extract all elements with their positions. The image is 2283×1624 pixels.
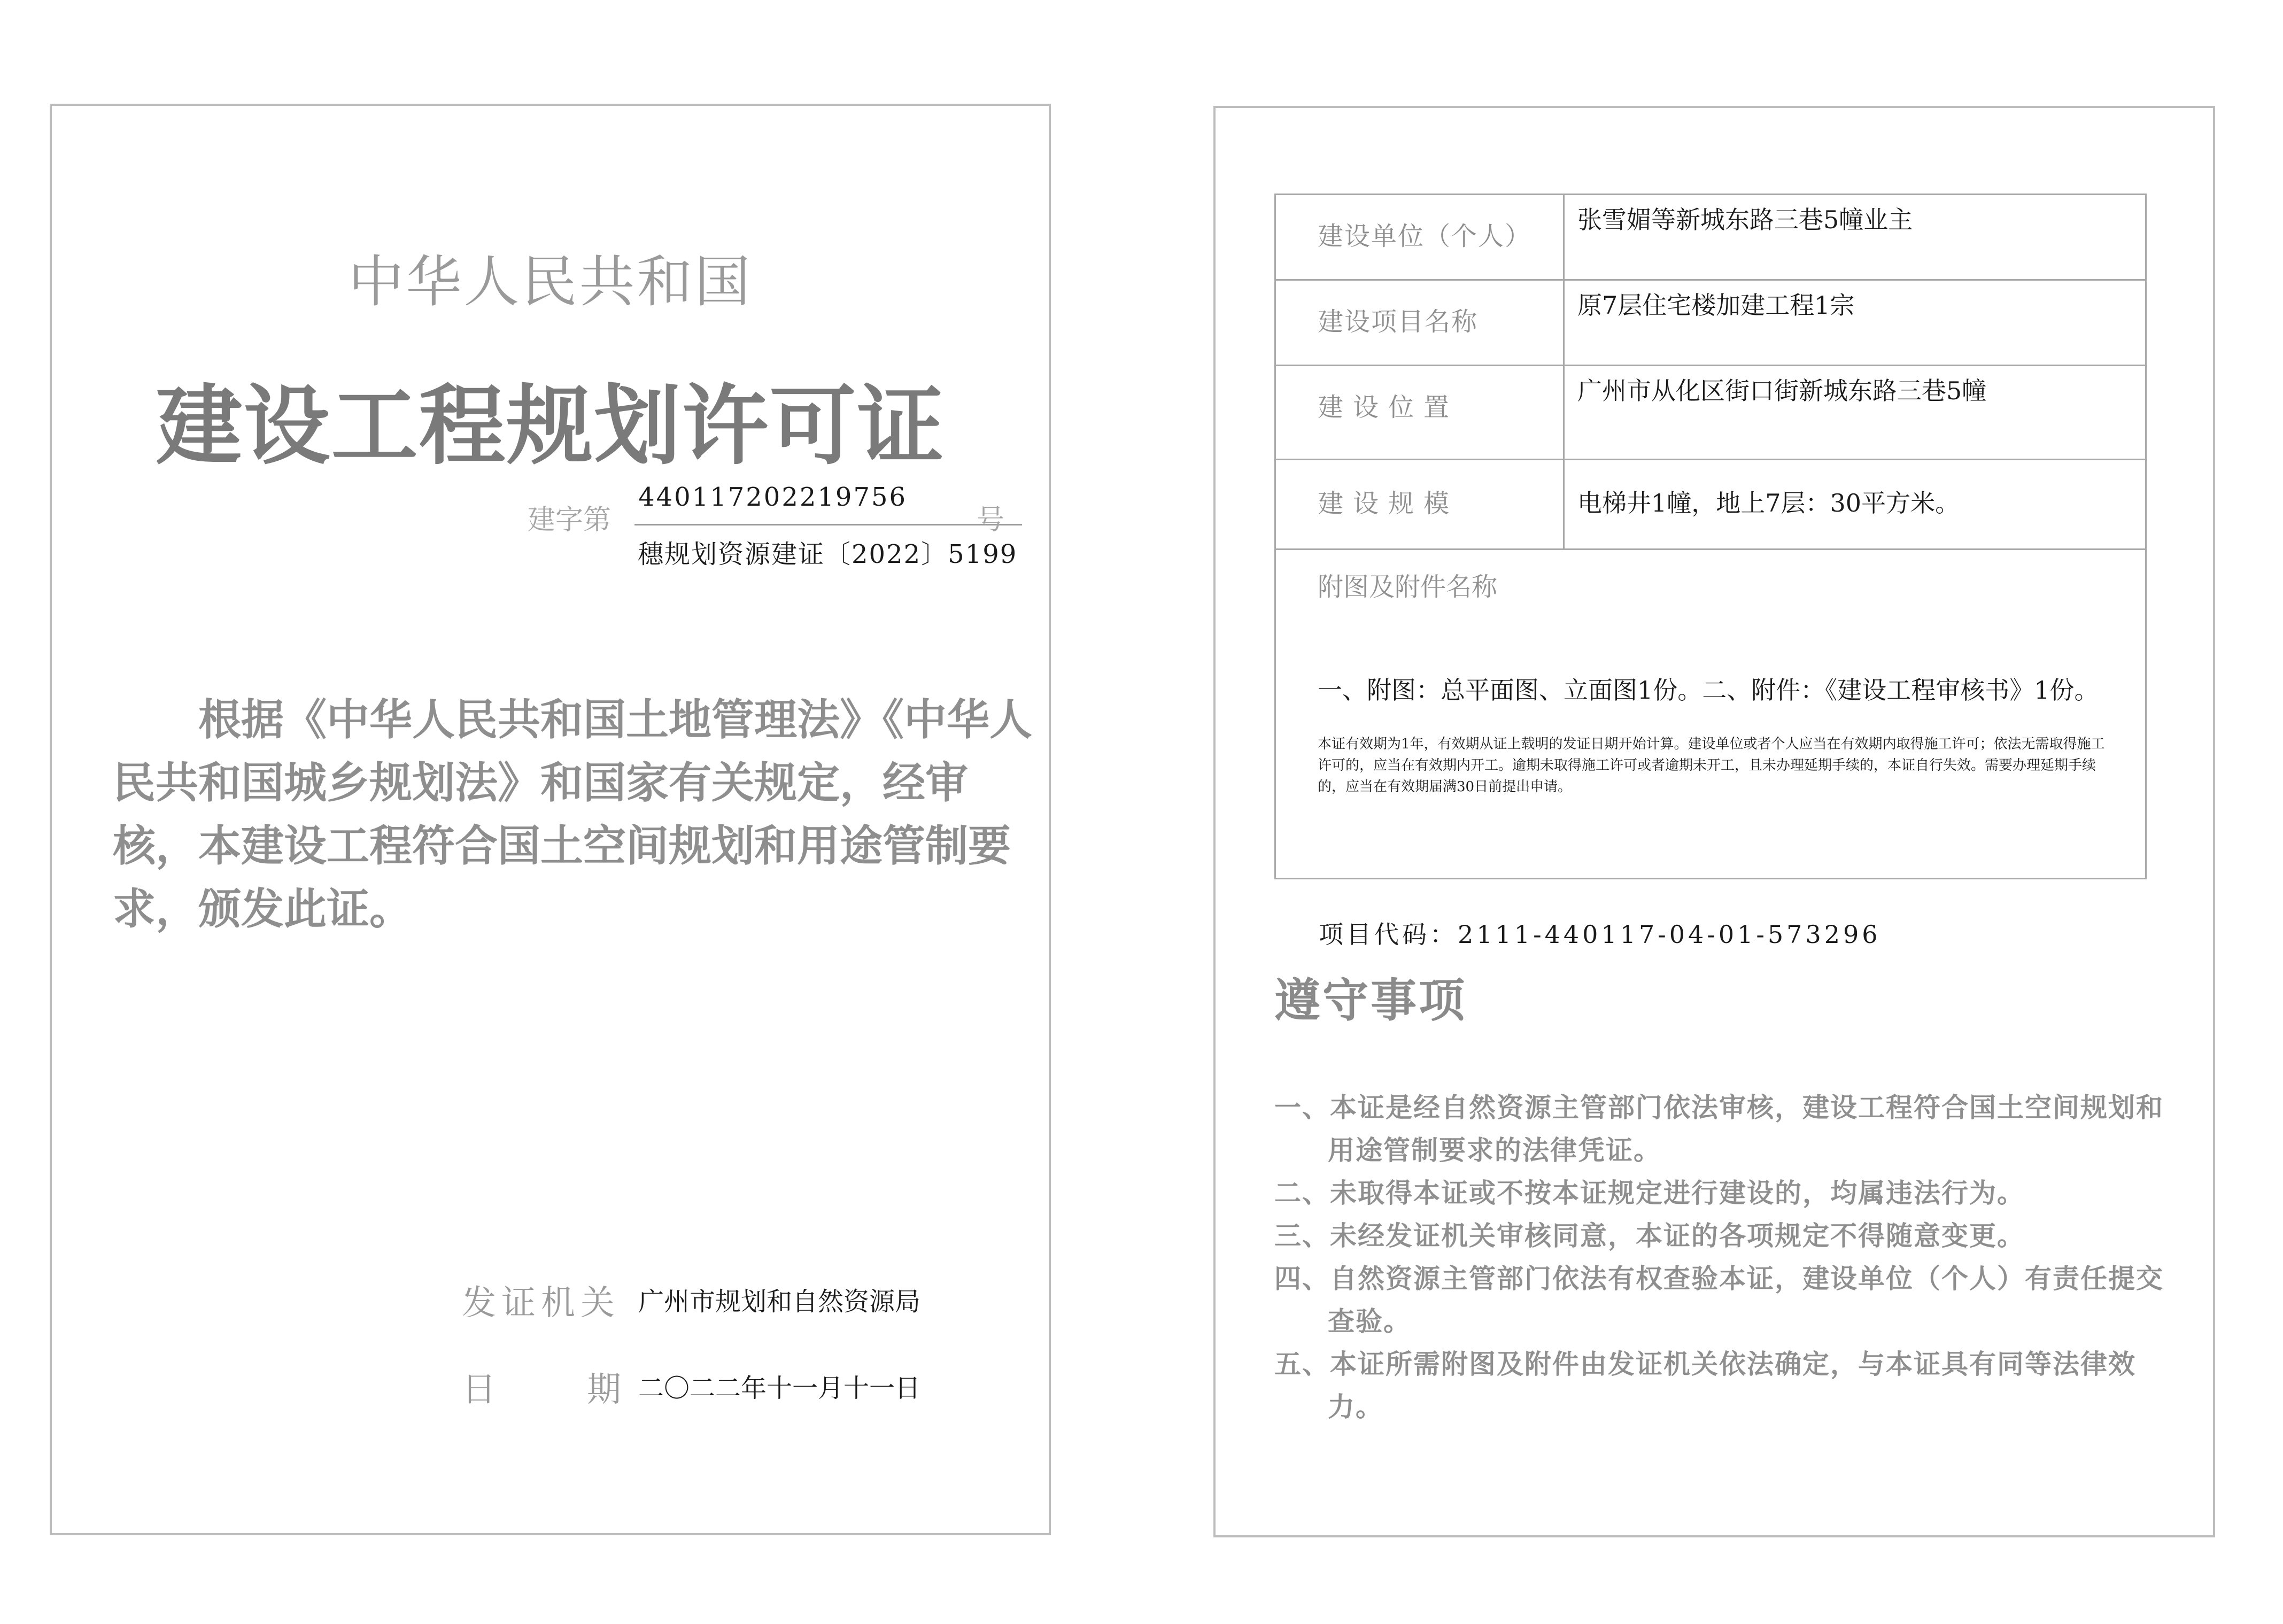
number-underline: [634, 524, 1022, 525]
legal-basis-paragraph: 根据《中华人民共和国土地管理法》《中华人民共和国城乡规划法》和国家有关规定，经审核，本建设工程符合国土空间规划和用途管制要求，颁发此证。: [113, 695, 1032, 934]
issuer-value: 广州市规划和自然资源局: [638, 1287, 921, 1317]
sui-certificate-number: 穗规划资源建证〔2022〕5199: [638, 539, 1018, 569]
row-label: 建设位置: [1275, 366, 1564, 460]
notice-list: [1274, 1086, 2183, 1428]
table-row: [1275, 460, 2146, 550]
row-label: 建设规模: [1275, 460, 1564, 550]
row-value: 广州市从化区街口街新城东路三巷5幢: [1564, 366, 2146, 460]
project-info-table: [1274, 194, 2147, 879]
list-item: 五、本证所需附图及附件由发证机关依法确定，与本证具有同等法律效力。: [1274, 1349, 2136, 1422]
attachments-text: 一、附图：总平面图、立面图1份。二、附件：《建设工程审核书》1份。: [1318, 676, 2099, 705]
row-value: 电梯井1幢，地上7层：30平方米。: [1564, 460, 2146, 550]
project-code-value: 2111-440117-04-01-573296: [1458, 920, 1881, 949]
date-label: 日期: [462, 1370, 712, 1410]
issuer-label: 发证机关: [462, 1283, 620, 1323]
list-item: 一、本证是经自然资源主管部门依法审核，建设工程符合国土空间规划和用途管制要求的法律凭证。: [1274, 1092, 2164, 1166]
list-item: 二、未取得本证或不按本证规定进行建设的，均属违法行为。: [1274, 1178, 2025, 1209]
country-heading: 中华人民共和国: [348, 249, 753, 314]
issue-date: 二〇二二年十一月十一日: [638, 1373, 921, 1403]
project-code-label: 项目代码：: [1319, 920, 1458, 949]
list-item: 三、未经发证机关审核同意，本证的各项规定不得随意变更。: [1274, 1220, 2025, 1251]
certificate-title: 建设工程规划许可证: [156, 376, 945, 477]
attachments-label: 附图及附件名称: [1318, 572, 1498, 602]
project-code: [1319, 915, 1881, 950]
certificate-number: 440117202219756: [638, 482, 908, 512]
certificate-cover-page: [50, 104, 1051, 1535]
table-row: [1275, 280, 2146, 366]
row-value: 张雪媚等新城东路三巷5幢业主: [1564, 195, 2146, 280]
table-row: [1275, 195, 2146, 280]
list-item: 四、自然资源主管部门依法有权查验本证，建设单位（个人）有责任提交查验。: [1274, 1263, 2164, 1337]
table-row: [1275, 366, 2146, 460]
attachments-row: [1275, 550, 2146, 879]
number-suffix: 号: [977, 504, 1005, 536]
row-label: 建设单位（个人）: [1275, 195, 1564, 280]
certificate-detail-page: [1213, 106, 2215, 1537]
row-label: 建设项目名称: [1275, 280, 1564, 366]
notice-title: 遵守事项: [1274, 974, 1467, 1027]
row-value: 原7层住宅楼加建工程1宗: [1564, 280, 2146, 366]
validity-note: 本证有效期为1年，有效期从证上载明的发证日期开始计算。建设单位或者个人应当在有效期内取得施工许可；依法无需取得施工许可的，应当在有效期内开工。逾期未取得施工许可或者逾期未开工，且未办理延期手续的，本证自行失效。需要办理延期手续的，应当在有效期届满30日前提出申请。: [1318, 736, 2105, 795]
number-prefix: 建字第: [528, 504, 612, 536]
